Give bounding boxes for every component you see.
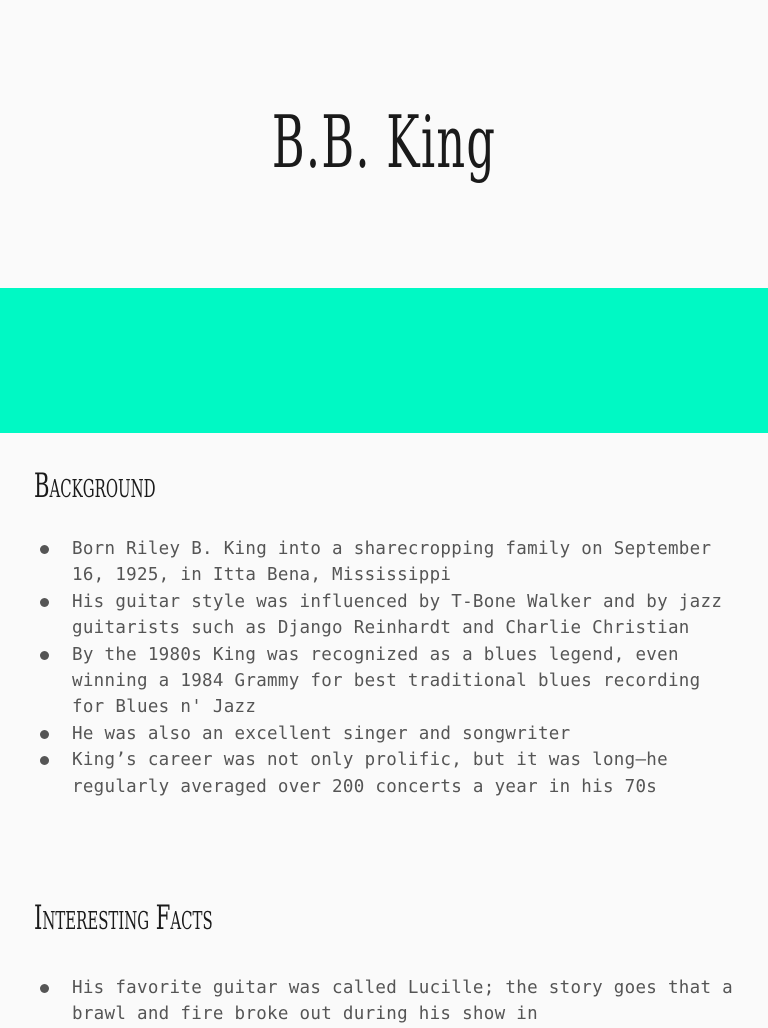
- interesting-facts-list: [0, 975, 740, 1028]
- background-list: [0, 536, 740, 800]
- bullet-icon: [40, 545, 49, 554]
- list-item-text: Born Riley B. King into a sharecropping family on September 16, 1925, in Itta Bena, Mississippi: [72, 539, 712, 586]
- list-item: [0, 536, 740, 589]
- list-item-text: His favorite guitar was called Lucille; the story goes that a brawl and fire broke out during his show in: [72, 978, 733, 1025]
- color-banner: [0, 288, 768, 433]
- list-item: [0, 642, 740, 721]
- section-heading-interesting-facts: Interesting Facts: [34, 898, 213, 938]
- list-item-text: By the 1980s King was recognized as a blues legend, even winning a 1984 Grammy for best traditional blues recording for Blues n' Jazz: [72, 644, 701, 718]
- bullet-icon: [40, 651, 49, 660]
- list-item-text: His guitar style was influenced by T-Bone Walker and by jazz guitarists such as Django Reinhardt and Charlie Christian: [72, 591, 723, 639]
- list-item: [0, 721, 740, 747]
- list-item-text: He was also an excellent singer and songwriter: [72, 723, 571, 744]
- list-item-text: King’s career was not only prolific, but it was long—he regularly averaged over 200 concerts a year in his 70s: [72, 750, 668, 797]
- bullet-icon: [40, 756, 49, 765]
- bullet-icon: [40, 730, 49, 739]
- page-title: B.B. King: [271, 100, 497, 184]
- list-item: [0, 975, 740, 1028]
- bullet-icon: [40, 984, 49, 993]
- bullet-icon: [40, 598, 49, 607]
- list-item: [0, 747, 740, 800]
- list-item: [0, 589, 740, 642]
- section-heading-background: Background: [34, 466, 156, 506]
